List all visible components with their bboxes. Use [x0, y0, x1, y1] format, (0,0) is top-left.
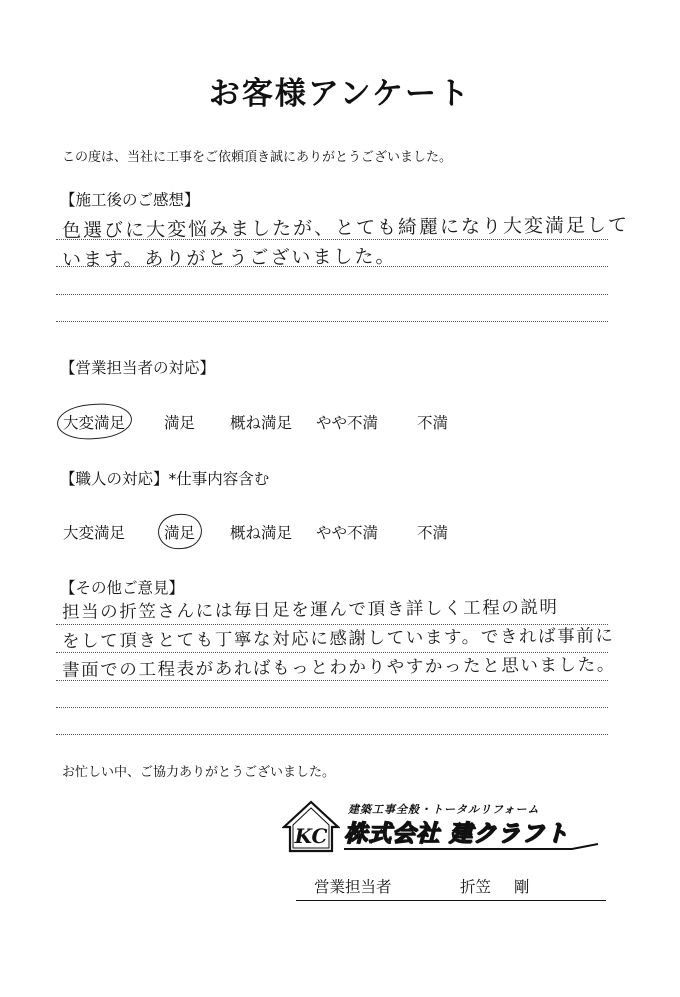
ruled-line [56, 707, 608, 708]
representative-label: 営業担当者 [314, 878, 392, 896]
company-name: 株式会社 建クラフト [344, 821, 570, 847]
sales-option-dissatisfied[interactable]: 不満 [417, 414, 449, 432]
craftsmen-option-dissatisfied[interactable]: 不満 [417, 524, 449, 542]
ruled-line [56, 321, 608, 322]
craftsmen-option-satisfied[interactable]: 満足 [164, 521, 195, 543]
sales-option-somewhat-dissatisfied[interactable]: やや不満 [316, 414, 379, 432]
logo-swoosh-icon [342, 843, 600, 853]
ruled-line [56, 239, 608, 240]
company-tagline: 建築工事全般・トータルリフォーム [348, 803, 540, 816]
ruled-line [56, 624, 608, 625]
other-line-3: 書面での工程表があればもっとわかりやすかったと思いました。 [61, 655, 616, 681]
page-title: お客様アンケート [208, 76, 472, 112]
sales-option-very-satisfied[interactable]: 大変満足 [63, 411, 125, 433]
ruled-line [56, 294, 608, 295]
other-line-1: 担当の折笠さんには毎日足を運んで頂き詳しく工程の説明 [61, 597, 559, 623]
ruled-line [56, 734, 608, 735]
house-logo-icon [282, 799, 340, 855]
other-line-2: をして頂きとても丁寧な対応に感謝しています。できれば事前に [61, 626, 615, 652]
impressions-line-2: います。ありがとうございました。 [61, 245, 397, 271]
ruled-line [56, 266, 608, 267]
craftsmen-heading: 【職人の対応】*仕事内容含む [60, 470, 270, 488]
representative-given-name: 剛 [514, 878, 530, 896]
impressions-heading: 【施工後のご感想】 [60, 191, 200, 209]
company-logo [282, 799, 602, 855]
sales-heading: 【営業担当者の対応】 [60, 359, 216, 377]
logo-letters: KC [294, 824, 328, 848]
impressions-line-1: 色選びに大変悩みましたが、とても綺麗になり大変満足して [61, 214, 630, 242]
other-heading: 【その他ご意見】 [60, 579, 185, 597]
representative-surname: 折笠 [460, 878, 492, 896]
craftsmen-option-mostly-satisfied[interactable]: 概ね満足 [230, 524, 293, 542]
intro-text: この度は、当社に工事をご依頼頂き誠にありがとうございました。 [62, 150, 453, 165]
sales-option-satisfied[interactable]: 満足 [164, 414, 196, 432]
ruled-line [56, 680, 608, 681]
craftsmen-option-somewhat-dissatisfied[interactable]: やや不満 [316, 524, 379, 542]
ruled-line [56, 652, 608, 653]
representative-line [296, 874, 606, 901]
sales-option-mostly-satisfied[interactable]: 概ね満足 [230, 414, 293, 432]
craftsmen-option-very-satisfied[interactable]: 大変満足 [63, 524, 126, 542]
closing-text: お忙しい中、ご協力ありがとうございました。 [62, 765, 336, 780]
